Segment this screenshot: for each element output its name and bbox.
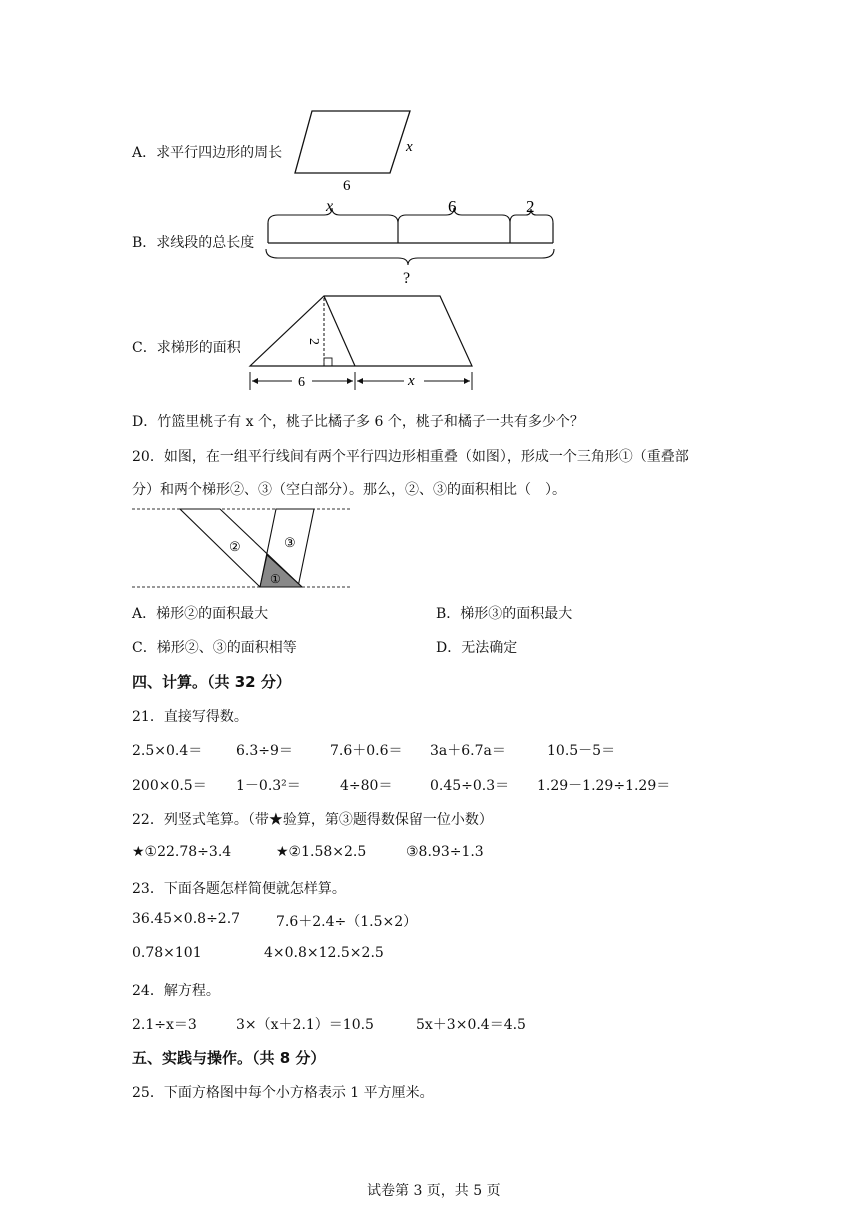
q21-item: 3a＋6.7a＝ bbox=[430, 743, 506, 759]
brace-total bbox=[266, 249, 554, 265]
q20-option-d: D．无法确定 bbox=[436, 640, 518, 656]
seg1-label: x bbox=[326, 198, 334, 215]
q20-option-a: A．梯形②的面积最大 bbox=[132, 606, 269, 622]
q25-title: 25．下面方格图中每个小方格表示 1 平方厘米。 bbox=[132, 1085, 434, 1101]
q21-item: 200×0.5＝ bbox=[132, 778, 207, 794]
q21-title: 21．直接写得数。 bbox=[132, 709, 248, 725]
parallelogram-figure bbox=[290, 105, 430, 195]
q23-item: 36.45×0.8÷2.7 bbox=[132, 911, 241, 927]
q21-item: 6.3÷9＝ bbox=[236, 743, 293, 759]
option-d-text: D．竹篮里桃子有 x 个，桃子比橘子多 6 个，桃子和橘子一共有多少个？ bbox=[132, 414, 584, 430]
total-label: ? bbox=[403, 270, 411, 287]
q23-item: 0.78×101 bbox=[132, 945, 202, 961]
option-c-text: C．求梯形的面积 bbox=[132, 340, 241, 356]
q20-option-c: C．梯形②、③的面积相等 bbox=[132, 640, 297, 656]
right-angle-mark bbox=[324, 358, 332, 366]
q23-title: 23．下面各题怎样简便就怎样算。 bbox=[132, 881, 346, 897]
parallelogram-side-label: x bbox=[406, 139, 413, 155]
trapezoid-divider bbox=[324, 296, 355, 366]
overlap-figure bbox=[130, 500, 355, 595]
parallelogram-shape bbox=[295, 111, 410, 173]
parallelogram-base-label: 6 bbox=[343, 178, 351, 194]
q23-item: 4×0.8×12.5×2.5 bbox=[264, 945, 384, 961]
q22-item: ③8.93÷1.3 bbox=[406, 844, 484, 860]
trapezoid-figure bbox=[244, 290, 479, 395]
triangle-1 bbox=[260, 555, 302, 587]
trapezoid-shape bbox=[250, 296, 472, 366]
q20-line1: 20．如图，在一组平行线间有两个平行四边形相重叠（如图），形成一个三角形①（重叠部 bbox=[132, 449, 689, 465]
option-a-text: A．求平行四边形的周长 bbox=[132, 145, 283, 161]
height-label: 2 bbox=[306, 338, 321, 345]
page-footer: 试卷第 3 页，共 5 页 bbox=[367, 1183, 501, 1199]
q24-item: 3×（x＋2.1）＝10.5 bbox=[236, 1017, 374, 1033]
q20-option-b: B．梯形③的面积最大 bbox=[436, 606, 573, 622]
q24-item: 5x＋3×0.4＝4.5 bbox=[416, 1017, 526, 1033]
left-base-label: 6 bbox=[298, 375, 305, 390]
q24-item: 2.1÷x＝3 bbox=[132, 1017, 197, 1033]
seg2-label: 6 bbox=[448, 197, 457, 216]
q21-item: 4÷80＝ bbox=[340, 778, 393, 794]
seg3-label: 2 bbox=[526, 197, 535, 216]
right-base-label: x bbox=[408, 373, 415, 389]
label-trapezoid-3: ③ bbox=[284, 535, 296, 550]
q22-item: ★②1.58×2.5 bbox=[276, 844, 367, 860]
segment-figure bbox=[258, 195, 563, 290]
q21-item: 10.5－5＝ bbox=[547, 743, 616, 759]
option-b-text: B．求线段的总长度 bbox=[132, 235, 255, 251]
q20-line2: 分）和两个梯形②、③（空白部分）。那么，②、③的面积相比（ ）。 bbox=[132, 482, 566, 498]
q21-item: 7.6＋0.6＝ bbox=[330, 743, 403, 759]
label-triangle-1: ① bbox=[270, 572, 281, 586]
section-5-title: 五、实践与操作。（共 8 分） bbox=[132, 1049, 326, 1067]
q21-item: 1.29－1.29÷1.29＝ bbox=[537, 778, 671, 794]
q23-item: 7.6＋2.4÷（1.5×2） bbox=[276, 914, 418, 930]
q22-item: ★①22.78÷3.4 bbox=[132, 844, 232, 860]
q21-item: 2.5×0.4＝ bbox=[132, 743, 203, 759]
section-4-title: 四、计算。（共 32 分） bbox=[132, 673, 291, 691]
q21-item: 0.45÷0.3＝ bbox=[430, 778, 510, 794]
q22-title: 22．列竖式笔算。（带★验算，第③题得数保留一位小数） bbox=[132, 812, 493, 828]
q24-title: 24．解方程。 bbox=[132, 983, 220, 999]
label-trapezoid-2: ② bbox=[229, 539, 241, 554]
q21-item: 1－0.3²＝ bbox=[236, 778, 301, 794]
